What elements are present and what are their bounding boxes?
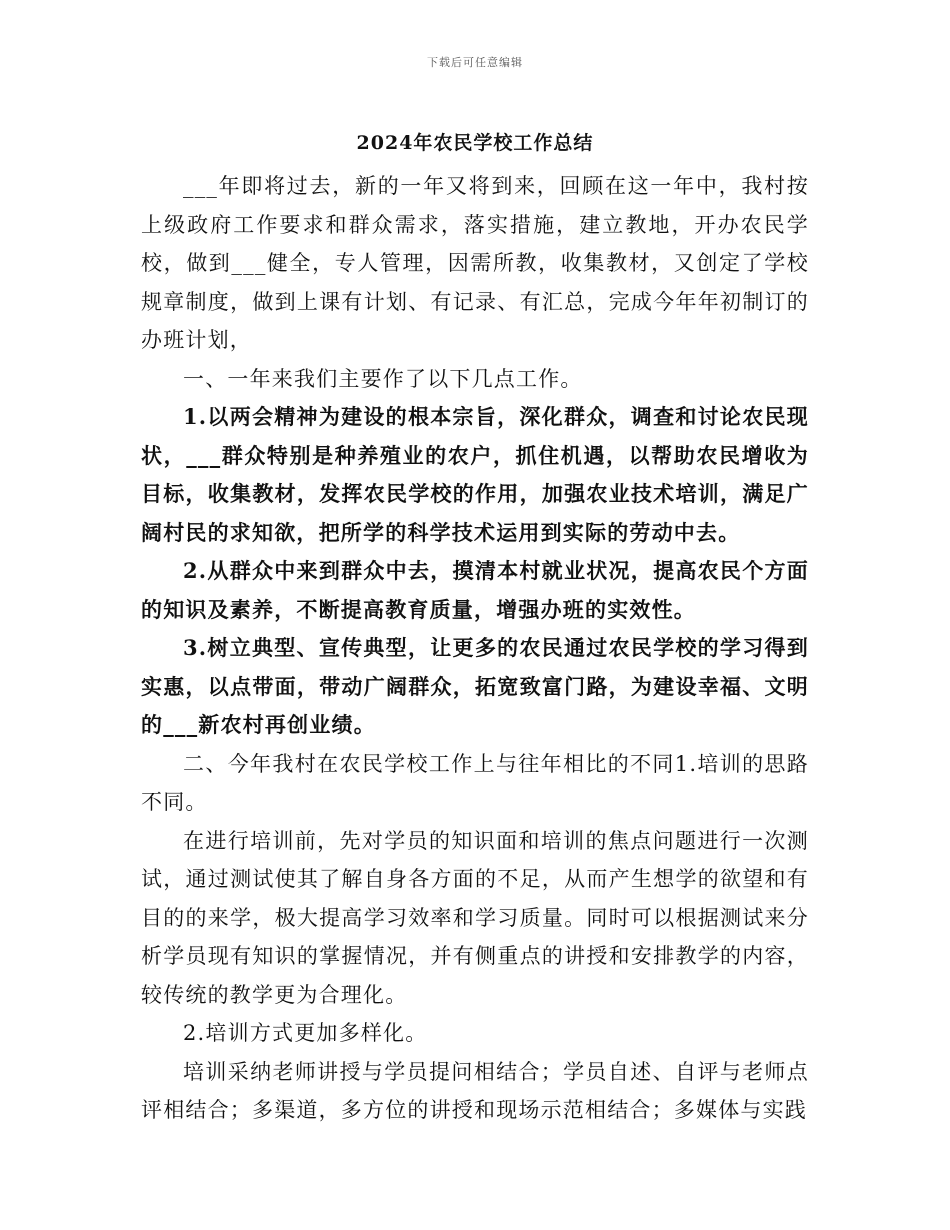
paragraph-intro: ___年即将过去，新的一年又将到来，回顾在这一年中，我村按上级政府工作要求和群众需求，落实措施，建立教地，开办农民学校，做到___健全，专人管理，因需所教，收集教材，又创定了学校规章制度，做到上课有计划、有记录、有汇总，完成今年年初制订的办班计划，: [141, 174, 809, 352]
document-title: 2024年农民学校工作总结: [356, 132, 594, 154]
section-heading-one: 一、一年来我们主要作了以下几点工作。: [183, 366, 583, 391]
work-item-1: 1.以两会精神为建设的根本宗旨，深化群众，调查和讨论农民现状，___群众特别是种养殖业的农户，抓住机遇，以帮助农民增收为目标，收集教材，发挥农民学校的作用，加强农业技术培训，满足广阔村民的求知欲，把所学的科学技术运用到实际的劳动中去。: [141, 404, 809, 545]
header-note: 下载后可任意编辑: [427, 56, 523, 69]
work-item-3: 3.树立典型、宣传典型，让更多的农民通过农民学校的学习得到实惠，以点带面，带动广阔群众，拓宽致富门路，为建设幸福、文明的___新农村再创业绩。: [141, 635, 809, 737]
paragraph-training-approach: 在进行培训前，先对学员的知识面和培训的焦点问题进行一次测试，通过测试使其了解自身各方面的不足，从而产生想学的欲望和有目的的来学，极大提高学习效率和学习质量。同时可以根据测试来分析学员现有知识的掌握情况，并有侧重点的讲授和安排教学的内容，较传统的教学更为合理化。: [141, 828, 809, 1007]
work-item-2: 2.从群众中来到群众中去，摸清本村就业状况，提高农民个方面的知识及素养，不断提高教育质量，增强办班的实效性。: [141, 558, 809, 622]
document-body: [141, 167, 809, 1130]
section-heading-two: 二、今年我村在农民学校工作上与往年相比的不同1.培训的思路不同。: [141, 751, 809, 814]
subheading-training-methods: 2.培训方式更加多样化。: [183, 1021, 428, 1045]
paragraph-training-methods: 培训采纳老师讲授与学员提问相结合；学员自述、自评与老师点评相结合；多渠道，多方位的讲授和现场示范相结合；多媒体与实践: [141, 1059, 809, 1122]
